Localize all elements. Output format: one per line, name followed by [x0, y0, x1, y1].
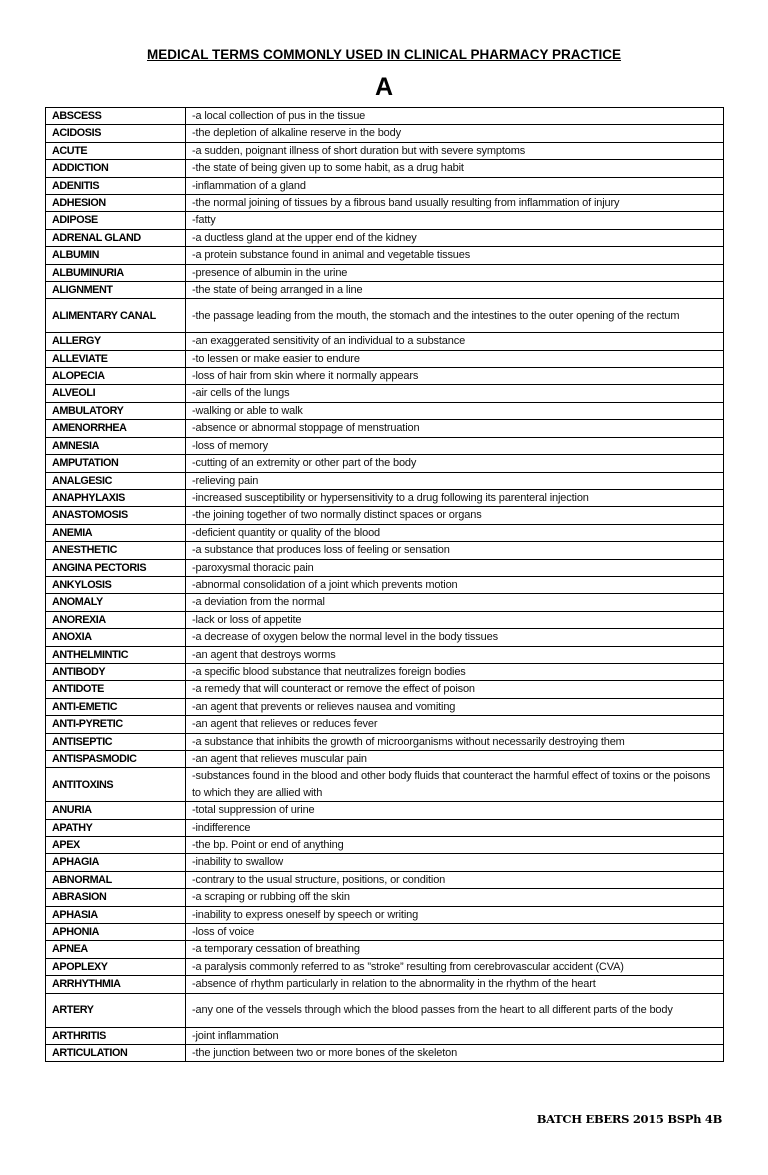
terms-table — [45, 107, 724, 1062]
table-row — [46, 976, 724, 993]
term-cell: ARTICULATION — [46, 1044, 186, 1061]
table-row — [46, 350, 724, 367]
term-cell: ALVEOLI — [46, 385, 186, 402]
definition-cell: -air cells of the lungs — [186, 385, 724, 402]
definition-cell: -an agent that prevents or relieves nausea and vomiting — [186, 698, 724, 715]
term-cell: APEX — [46, 837, 186, 854]
term-cell: ANTHELMINTIC — [46, 646, 186, 663]
definition-cell: -an agent that relieves muscular pain — [186, 751, 724, 768]
definition-cell: -a local collection of pus in the tissue — [186, 108, 724, 125]
term-cell: ANTISEPTIC — [46, 733, 186, 750]
definition-cell: -an exaggerated sensitivity of an individual to a substance — [186, 333, 724, 350]
definition-cell: -deficient quantity or quality of the blood — [186, 524, 724, 541]
document-title: MEDICAL TERMS COMMONLY USED IN CLINICAL PHARMACY PRACTICE — [146, 47, 622, 62]
table-row — [46, 576, 724, 593]
table-row — [46, 924, 724, 941]
term-cell: ADIPOSE — [46, 212, 186, 229]
term-cell: ADHESION — [46, 195, 186, 212]
definition-cell: -the junction between two or more bones of the skeleton — [186, 1044, 724, 1061]
definition-cell: -total suppression of urine — [186, 802, 724, 819]
table-row — [46, 871, 724, 888]
definition-cell: -loss of memory — [186, 437, 724, 454]
definition-cell: -relieving pain — [186, 472, 724, 489]
definition-cell: -a substance that produces loss of feeling or sensation — [186, 542, 724, 559]
definition-cell: -absence or abnormal stoppage of menstruation — [186, 420, 724, 437]
table-row — [46, 716, 724, 733]
definition-cell: -to lessen or make easier to endure — [186, 350, 724, 367]
table-row — [46, 837, 724, 854]
definition-cell: -indifference — [186, 819, 724, 836]
definition-cell: -an agent that destroys worms — [186, 646, 724, 663]
term-cell: ANURIA — [46, 802, 186, 819]
definition-cell: -abnormal consolidation of a joint which prevents motion — [186, 576, 724, 593]
term-cell: ANAPHYLAXIS — [46, 489, 186, 506]
definition-cell: -a remedy that will counteract or remove the effect of poison — [186, 681, 724, 698]
table-row — [46, 751, 724, 768]
table-row — [46, 993, 724, 1027]
definition-cell: -a decrease of oxygen below the normal level in the body tissues — [186, 629, 724, 646]
definition-cell: -the bp. Point or end of anything — [186, 837, 724, 854]
table-row — [46, 142, 724, 159]
table-row — [46, 1044, 724, 1061]
definition-cell: -increased susceptibility or hypersensitivity to a drug following its parenteral injection — [186, 489, 724, 506]
definition-cell: -a specific blood substance that neutralizes foreign bodies — [186, 663, 724, 680]
definition-cell: -paroxysmal thoracic pain — [186, 559, 724, 576]
table-row — [46, 368, 724, 385]
table-row — [46, 472, 724, 489]
term-cell: ALLEVIATE — [46, 350, 186, 367]
term-cell: APOPLEXY — [46, 958, 186, 975]
definition-cell: -fatty — [186, 212, 724, 229]
term-cell: ANTI-PYRETIC — [46, 716, 186, 733]
definition-cell: -a ductless gland at the upper end of the kidney — [186, 229, 724, 246]
term-cell: AMNESIA — [46, 437, 186, 454]
term-cell: ABSCESS — [46, 108, 186, 125]
term-cell: ACIDOSIS — [46, 125, 186, 142]
table-row — [46, 489, 724, 506]
term-cell: ARRHYTHMIA — [46, 976, 186, 993]
table-row — [46, 229, 724, 246]
table-row — [46, 333, 724, 350]
table-row — [46, 264, 724, 281]
term-cell: APHONIA — [46, 924, 186, 941]
term-cell: ANOXIA — [46, 629, 186, 646]
table-row — [46, 733, 724, 750]
term-cell: ALLERGY — [46, 333, 186, 350]
definition-cell: -the passage leading from the mouth, the stomach and the intestines to the outer opening of the rectum — [186, 299, 724, 333]
table-row — [46, 125, 724, 142]
term-cell: ANGINA PECTORIS — [46, 559, 186, 576]
table-row — [46, 802, 724, 819]
table-row — [46, 385, 724, 402]
definition-cell: -cutting of an extremity or other part of the body — [186, 455, 724, 472]
term-cell: ANTIDOTE — [46, 681, 186, 698]
term-cell: ABNORMAL — [46, 871, 186, 888]
definition-cell: -a temporary cessation of breathing — [186, 941, 724, 958]
term-cell: ADENITIS — [46, 177, 186, 194]
table-row — [46, 282, 724, 299]
term-cell: ANKYLOSIS — [46, 576, 186, 593]
term-cell: ANASTOMOSIS — [46, 507, 186, 524]
definition-cell: -the state of being arranged in a line — [186, 282, 724, 299]
term-cell: ANALGESIC — [46, 472, 186, 489]
definition-cell: -absence of rhythm particularly in relation to the abnormality in the rhythm of the heart — [186, 976, 724, 993]
definition-cell: -inability to express oneself by speech or writing — [186, 906, 724, 923]
definition-cell: -a deviation from the normal — [186, 594, 724, 611]
term-cell: ANESTHETIC — [46, 542, 186, 559]
table-row — [46, 698, 724, 715]
table-row — [46, 212, 724, 229]
table-row — [46, 247, 724, 264]
term-cell: ALOPECIA — [46, 368, 186, 385]
term-cell: ALBUMINURIA — [46, 264, 186, 281]
table-row — [46, 663, 724, 680]
definition-cell: -a protein substance found in animal and vegetable tissues — [186, 247, 724, 264]
table-row — [46, 299, 724, 333]
definition-cell: -presence of albumin in the urine — [186, 264, 724, 281]
definition-cell: -a scraping or rubbing off the skin — [186, 889, 724, 906]
table-row — [46, 402, 724, 419]
definition-cell: -substances found in the blood and other body fluids that counteract the harmful effect of toxins or the poisons to which they are allied with — [186, 768, 724, 802]
table-row — [46, 941, 724, 958]
table-row — [46, 768, 724, 802]
table-row — [46, 1027, 724, 1044]
table-row — [46, 559, 724, 576]
definition-cell: -any one of the vessels through which the blood passes from the heart to all different parts of the body — [186, 993, 724, 1027]
term-cell: APATHY — [46, 819, 186, 836]
term-cell: APHAGIA — [46, 854, 186, 871]
terms-table-body — [46, 108, 724, 1062]
term-cell: ARTERY — [46, 993, 186, 1027]
table-row — [46, 177, 724, 194]
term-cell: ALBUMIN — [46, 247, 186, 264]
term-cell: ANTISPASMODIC — [46, 751, 186, 768]
term-cell: ARTHRITIS — [46, 1027, 186, 1044]
table-row — [46, 108, 724, 125]
term-cell: AMENORRHEA — [46, 420, 186, 437]
term-cell: ADDICTION — [46, 160, 186, 177]
definition-cell: -a sudden, poignant illness of short duration but with severe symptoms — [186, 142, 724, 159]
term-cell: AMPUTATION — [46, 455, 186, 472]
term-cell: APHASIA — [46, 906, 186, 923]
term-cell: ALIMENTARY CANAL — [46, 299, 186, 333]
definition-cell: -the joining together of two normally distinct spaces or organs — [186, 507, 724, 524]
table-row — [46, 507, 724, 524]
section-letter: A — [374, 73, 394, 101]
table-row — [46, 681, 724, 698]
term-cell: ANOREXIA — [46, 611, 186, 628]
term-cell: ACUTE — [46, 142, 186, 159]
table-row — [46, 455, 724, 472]
definition-cell: -loss of hair from skin where it normally appears — [186, 368, 724, 385]
term-cell: AMBULATORY — [46, 402, 186, 419]
definition-cell: -joint inflammation — [186, 1027, 724, 1044]
table-row — [46, 524, 724, 541]
definition-cell: -a substance that inhibits the growth of microorganisms without necessarily destroying them — [186, 733, 724, 750]
table-row — [46, 958, 724, 975]
term-cell: ANTITOXINS — [46, 768, 186, 802]
table-row — [46, 611, 724, 628]
definition-cell: -the normal joining of tissues by a fibrous band usually resulting from inflammation of injury — [186, 195, 724, 212]
definition-cell: -loss of voice — [186, 924, 724, 941]
definition-cell: -the depletion of alkaline reserve in the body — [186, 125, 724, 142]
term-cell: ALIGNMENT — [46, 282, 186, 299]
term-cell: APNEA — [46, 941, 186, 958]
term-cell: ANTI-EMETIC — [46, 698, 186, 715]
table-row — [46, 646, 724, 663]
table-row — [46, 542, 724, 559]
table-row — [46, 437, 724, 454]
definition-cell: -lack or loss of appetite — [186, 611, 724, 628]
definition-cell: -a paralysis commonly referred to as ”stroke” resulting from cerebrovascular accident (CVA) — [186, 958, 724, 975]
table-row — [46, 420, 724, 437]
definition-cell: -contrary to the usual structure, positions, or condition — [186, 871, 724, 888]
table-row — [46, 195, 724, 212]
term-cell: ANOMALY — [46, 594, 186, 611]
definition-cell: -the state of being given up to some habit, as a drug habit — [186, 160, 724, 177]
table-row — [46, 819, 724, 836]
table-row — [46, 906, 724, 923]
table-row — [46, 594, 724, 611]
term-cell: ADRENAL GLAND — [46, 229, 186, 246]
definition-cell: -walking or able to walk — [186, 402, 724, 419]
definition-cell: -an agent that relieves or reduces fever — [186, 716, 724, 733]
table-row — [46, 160, 724, 177]
term-cell: ANTIBODY — [46, 663, 186, 680]
table-row — [46, 854, 724, 871]
term-cell: ABRASION — [46, 889, 186, 906]
table-row — [46, 629, 724, 646]
definition-cell: -inability to swallow — [186, 854, 724, 871]
footer-batch-label: BATCH EBERS 2015 BSPh 4B — [536, 1112, 722, 1126]
definition-cell: -inflammation of a gland — [186, 177, 724, 194]
term-cell: ANEMIA — [46, 524, 186, 541]
table-row — [46, 889, 724, 906]
